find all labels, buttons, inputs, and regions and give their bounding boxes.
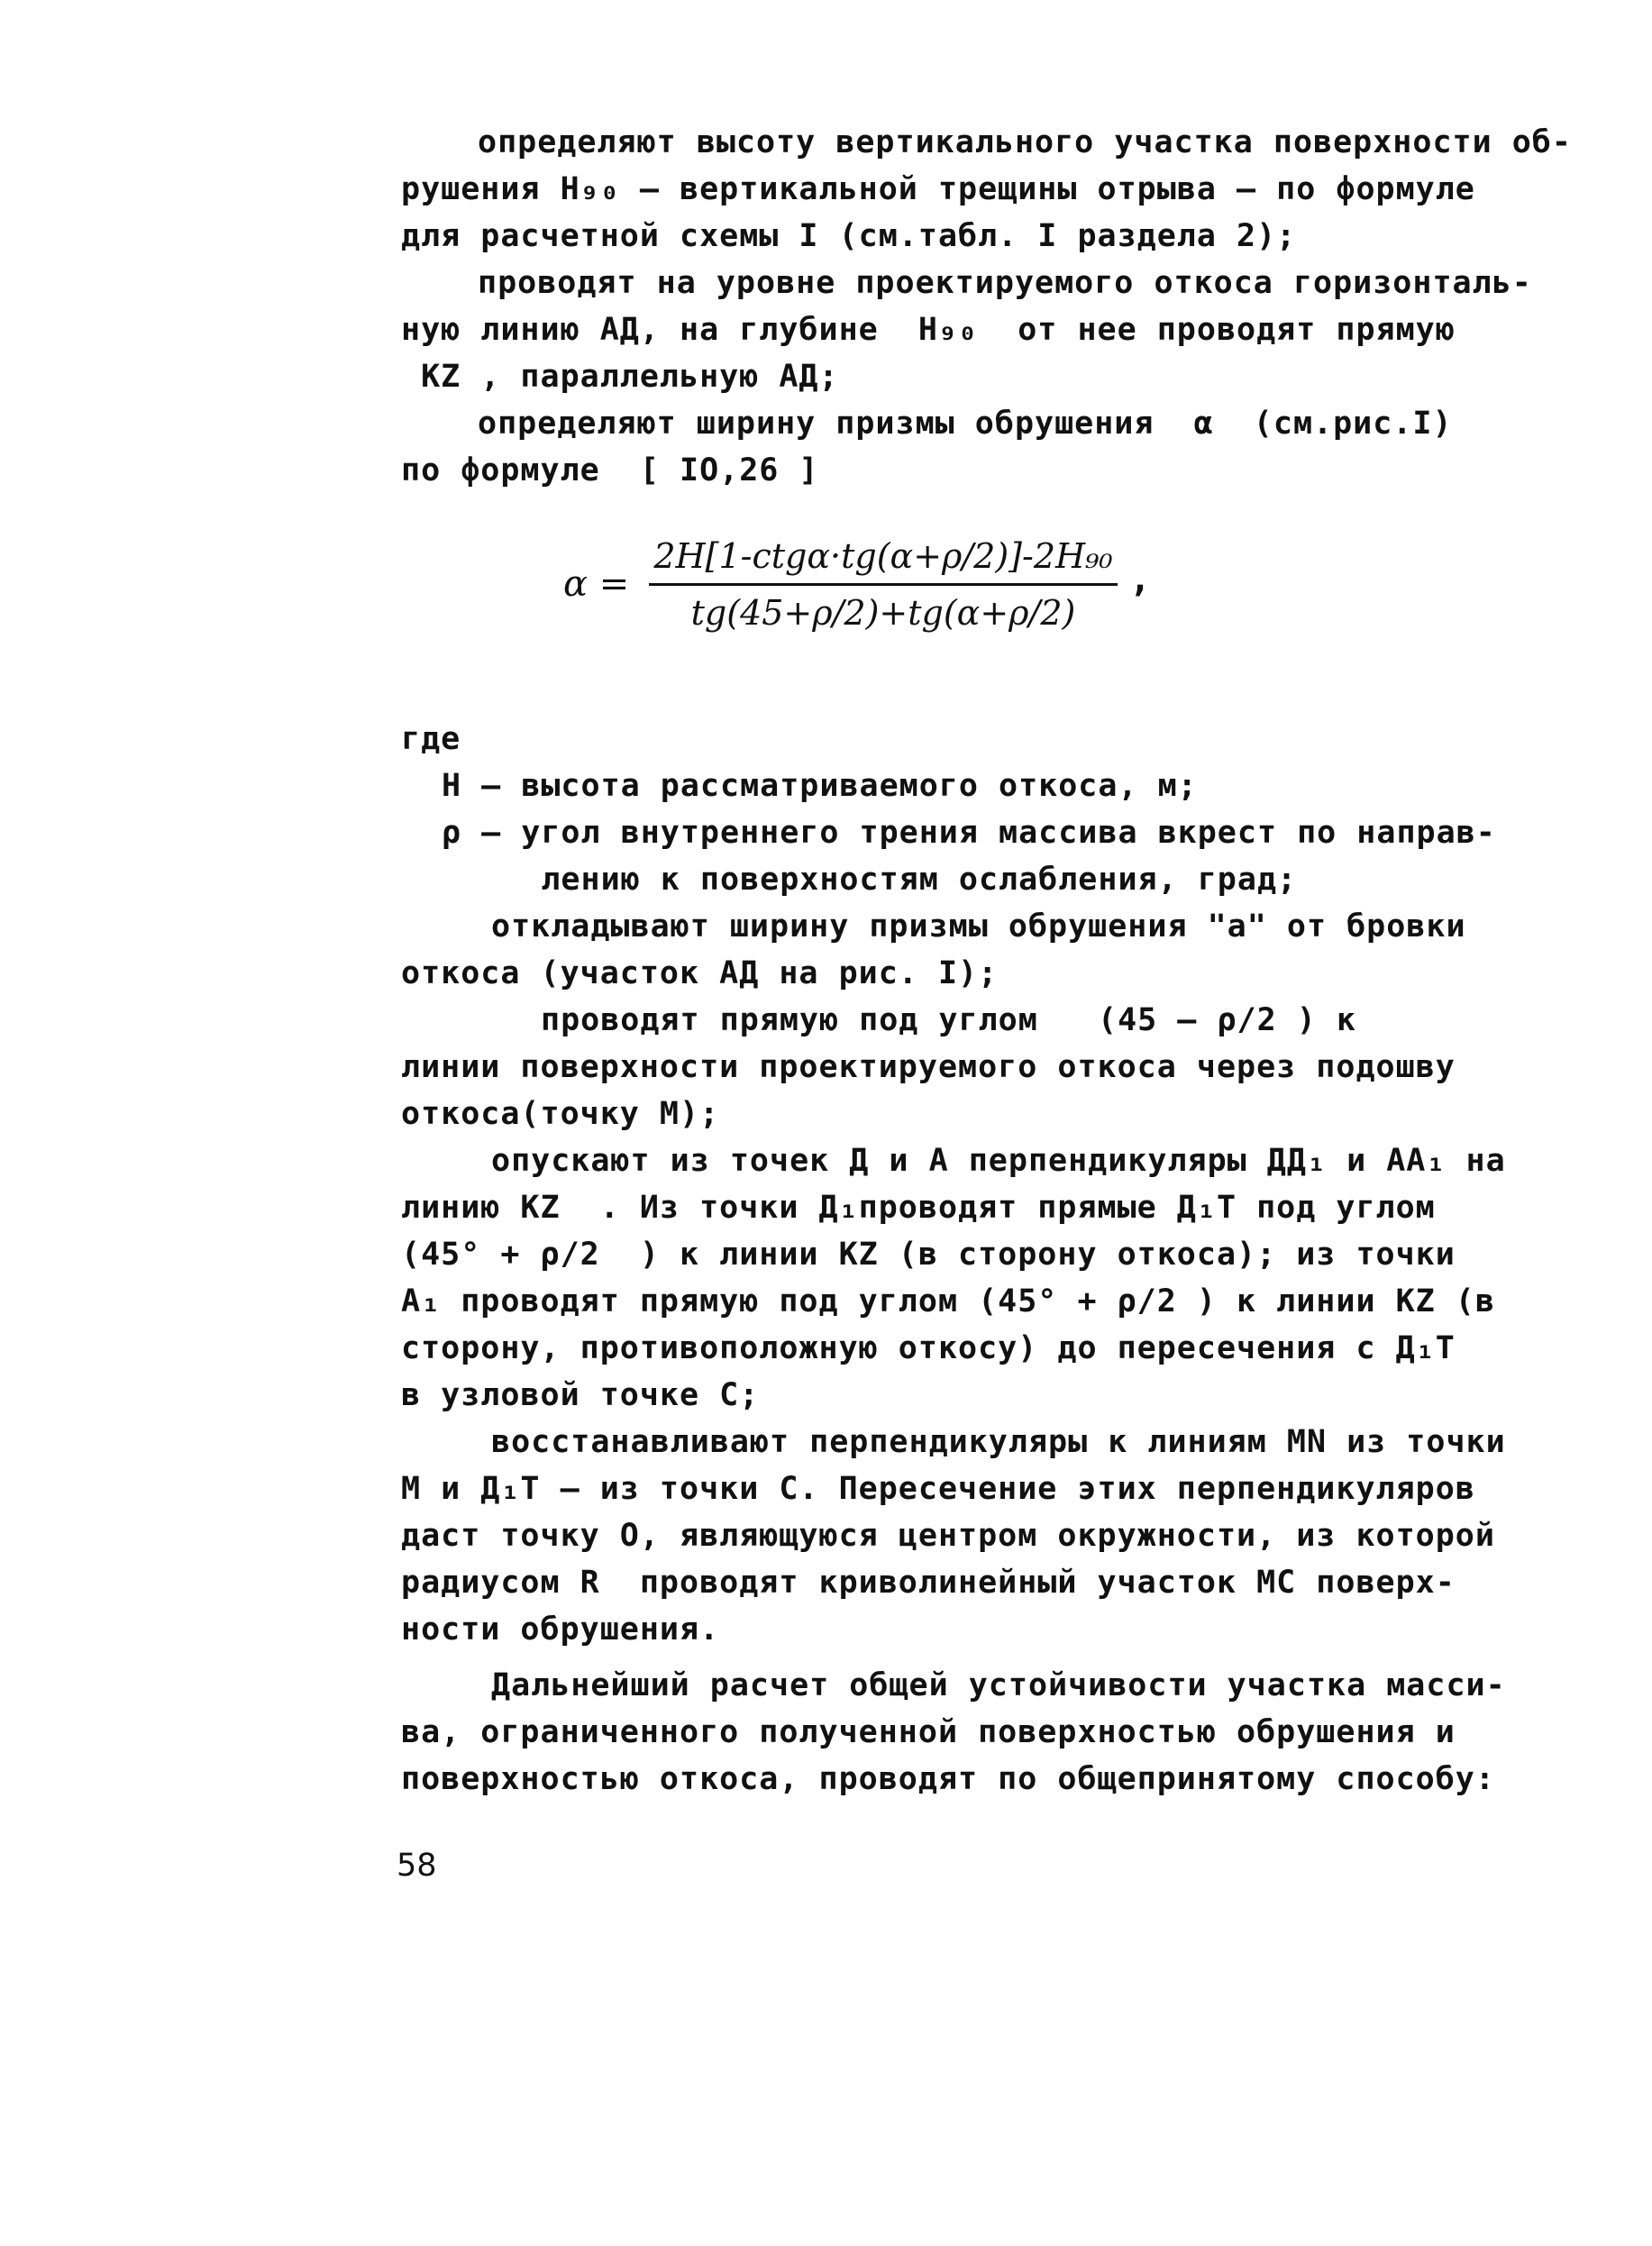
text-line: проводят прямую под углом (45 – ρ/2 ) к <box>541 1002 1356 1038</box>
text-line: А₁ проводят прямую под углом (45° + ρ/2 ) к линии KZ (в <box>401 1283 1495 1319</box>
definition-line: H – высота рассматриваемого откоса, м; <box>442 768 1198 804</box>
text-line: для расчетной схемы I (см.табл. I раздела 2); <box>401 218 1297 254</box>
text-line: Дальнейший расчет общей устойчивости участка масси- <box>491 1667 1506 1703</box>
text-line: поверхностью откоса, проводят по общепринятому способу: <box>401 1761 1495 1797</box>
text-line: по формуле [ IO,26 ] <box>401 452 819 488</box>
definition-line: ρ – угол внутреннего трения массива вкрест по направ- <box>442 815 1496 851</box>
page-number: 58 <box>397 1848 437 1884</box>
text-line: KZ , параллельную АД; <box>401 359 839 395</box>
text-line: даст точку O, являющуюся центром окружности, из которой <box>401 1518 1495 1554</box>
where-label: где <box>401 721 461 757</box>
text-line: ва, ограниченного полученной поверхностью обрушения и <box>401 1714 1456 1750</box>
text-line: радиусом R проводят криволинейный участок MC поверх- <box>401 1565 1456 1601</box>
text-line: ную линию АД, на глубине H₉₀ от нее проводят прямую <box>401 312 1456 348</box>
text-line: откоса(точку M); <box>401 1096 720 1132</box>
fraction-bar <box>649 583 1118 586</box>
formula-numerator: 2H[1-ctgα·tg(α+ρ/2)]-2H₉₀ <box>653 536 1113 576</box>
text-line: определяют высоту вертикального участка поверхности об- <box>478 124 1572 160</box>
text-line: ности обрушения. <box>401 1611 720 1648</box>
text-line: определяют ширину призмы обрушения α (см.рис.I) <box>478 406 1453 442</box>
text-line: откладывают ширину призмы обрушения "а" от бровки <box>491 908 1466 945</box>
text-line: сторону, противоположную откосу) до пересечения с Д₁T <box>401 1330 1456 1366</box>
text-line: опускают из точек Д и А перпендикуляры ДД₁ и АА₁ на <box>491 1143 1506 1179</box>
formula-fraction <box>649 536 1118 633</box>
text-line: восстанавливают перпендикуляры к линиям MN из точки <box>491 1424 1506 1460</box>
text-line: линию KZ . Из точки Д₁проводят прямые Д₁T под углом <box>401 1190 1436 1226</box>
text-line: откоса (участок АД на рис. I); <box>401 955 999 991</box>
formula-comma: , <box>1129 559 1152 600</box>
text-line: M и Д₁T – из точки C. Пересечение этих перпендикуляров <box>401 1471 1475 1507</box>
definition-line: лению к поверхностям ослабления, град; <box>442 862 1298 898</box>
text-line: линии поверхности проектируемого откоса через подошву <box>401 1049 1456 1085</box>
text-line: проводят на уровне проектируемого откоса горизонталь- <box>478 265 1532 301</box>
formula-denominator: tg(45+ρ/2)+tg(α+ρ/2) <box>690 593 1076 633</box>
text-line: в узловой точке C; <box>401 1377 760 1413</box>
formula-label: α = <box>563 563 630 605</box>
text-line: (45° + ρ/2 ) к линии KZ (в сторону откоса); из точки <box>401 1237 1456 1273</box>
text-line: рушения H₉₀ – вертикальной трещины отрыва – по формуле <box>401 171 1475 207</box>
